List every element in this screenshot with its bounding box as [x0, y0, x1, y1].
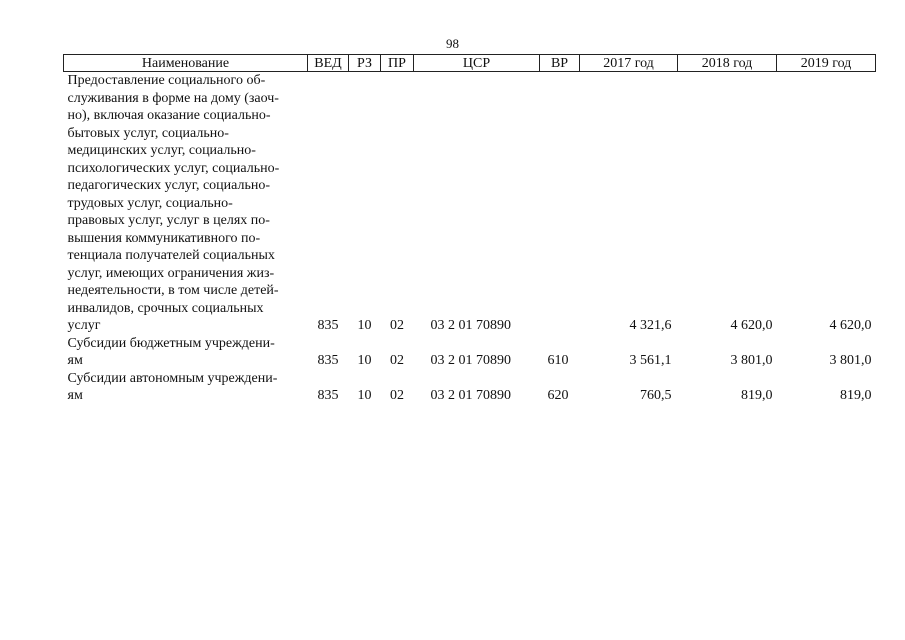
cell-rz: 10 — [357, 318, 372, 333]
cell-pr: 02 — [390, 353, 404, 368]
header-vr: ВР — [540, 55, 580, 72]
row-name — [64, 335, 308, 370]
cell-ved: 835 — [317, 388, 339, 403]
cell-2018: 3 801,0 — [730, 353, 773, 368]
header-rz: РЗ — [349, 55, 381, 72]
cell-2019: 819,0 — [840, 388, 872, 403]
name-line: услуг, имеющих ограничения жиз- — [67, 265, 275, 281]
name-line: медицинских услуг, социально- — [67, 143, 256, 158]
name-line: но), включая оказание социально- — [67, 108, 271, 123]
name-line: Субсидии автономным учреждени- — [67, 370, 278, 386]
cell-csr: 03 2 01 70890 — [430, 353, 511, 368]
header-2018: 2018 год — [678, 55, 777, 72]
budget-table — [63, 54, 876, 405]
cell-ved: 835 — [317, 318, 339, 333]
name-line: тенциала получателей социальных — [67, 248, 275, 263]
cell-pr: 02 — [390, 388, 404, 403]
name-line: ям — [67, 388, 83, 403]
cell-pr: 02 — [390, 318, 404, 333]
name-line: Субсидии бюджетным учреждени- — [67, 335, 275, 351]
cell-rz: 10 — [357, 388, 372, 403]
cell-vr: 610 — [547, 353, 569, 368]
name-line: Предоставление социального об- — [67, 73, 266, 88]
header-pr: ПР — [381, 55, 414, 72]
header-2017: 2017 год — [580, 55, 678, 72]
name-line: бытовых услуг, социально- — [67, 125, 229, 141]
name-line: служивания в форме на дому (заоч- — [67, 90, 279, 106]
table-row — [64, 72, 876, 335]
cell-2019: 4 620,0 — [829, 318, 872, 333]
cell-vr: 620 — [547, 388, 569, 403]
cell-csr: 03 2 01 70890 — [430, 388, 511, 403]
cell-ved: 835 — [317, 353, 339, 368]
cell-2017: 760,5 — [640, 388, 672, 403]
table-row — [64, 335, 876, 370]
name-line: правовых услуг, услуг в целях по- — [67, 213, 270, 228]
table-row — [64, 370, 876, 405]
row-name — [64, 72, 308, 335]
name-line: ям — [67, 353, 83, 368]
name-line: вышения коммуникативного по- — [67, 230, 261, 246]
row-name — [64, 370, 308, 405]
header-name: Наименование — [64, 55, 308, 72]
header-2019: 2019 год — [777, 55, 876, 72]
name-line: педагогических услуг, социально- — [67, 178, 271, 193]
name-line: недеятельности, в том числе детей- — [67, 283, 279, 298]
name-line: трудовых услуг, социально- — [67, 195, 233, 211]
cell-vr — [540, 72, 580, 335]
name-line: психологических услуг, социально- — [67, 160, 280, 176]
cell-2018: 819,0 — [741, 388, 773, 403]
cell-2019: 3 801,0 — [829, 353, 872, 368]
cell-rz: 10 — [357, 353, 372, 368]
cell-2017: 4 321,6 — [629, 318, 672, 333]
cell-2018: 4 620,0 — [730, 318, 773, 333]
header-row — [64, 55, 876, 72]
cell-2017: 3 561,1 — [629, 353, 672, 368]
header-csr: ЦСР — [414, 55, 540, 72]
cell-csr: 03 2 01 70890 — [430, 318, 511, 333]
name-line: инвалидов, срочных социальных — [67, 300, 264, 316]
header-ved: ВЕД — [308, 55, 349, 72]
page-number: 98 — [446, 36, 459, 51]
name-line: услуг — [67, 318, 101, 333]
